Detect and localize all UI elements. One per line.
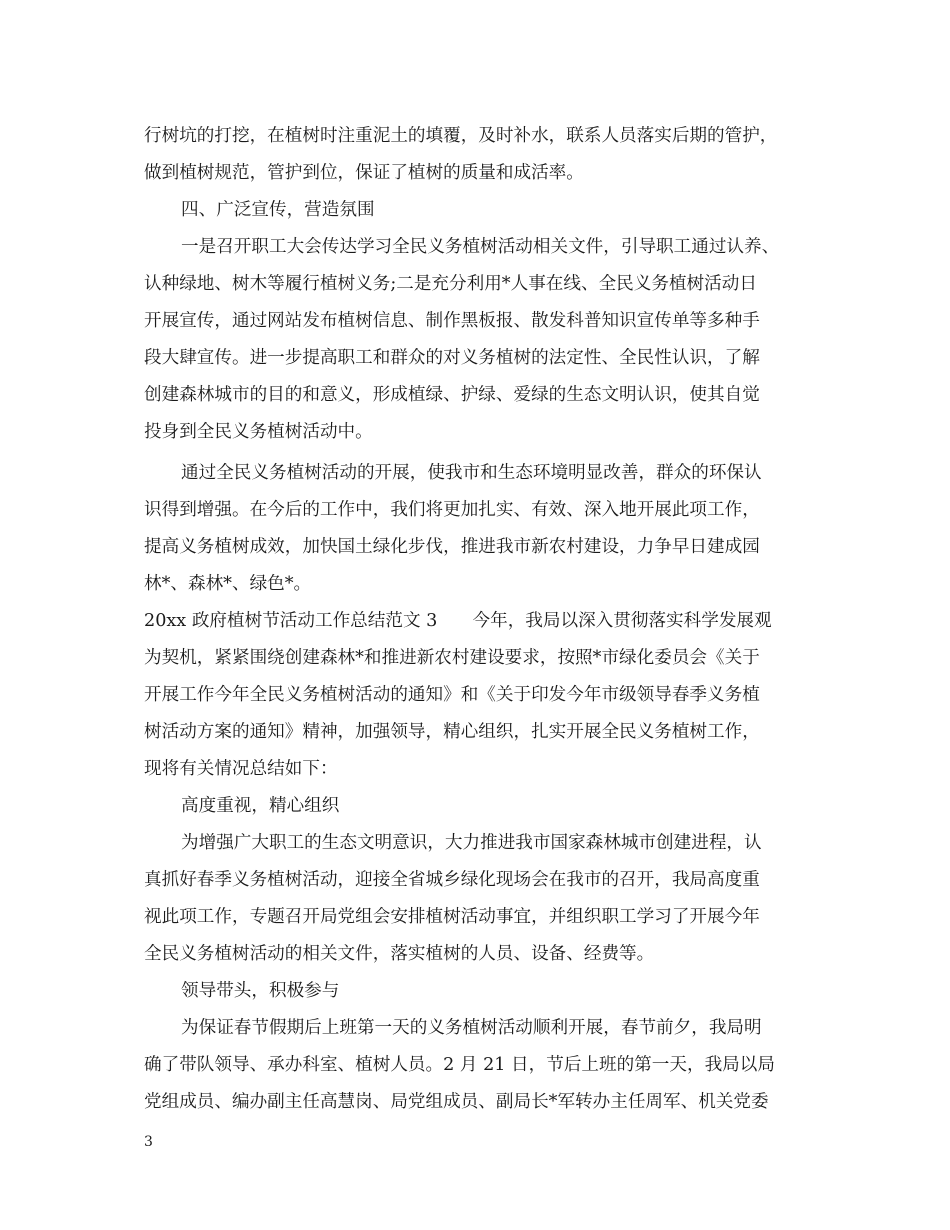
text-line: 视此项工作，专题召开局党组会安排植树活动事宜，并组织职工学习了开展今年 <box>144 907 760 927</box>
text-line: 一是召开职工大会传达学习全民义务植树活动相关文件，引导职工通过认养、 <box>181 237 780 257</box>
text-line: 真抓好春季义务植树活动，迎接全省城乡绿化现场会在我市的召开，我局高度重 <box>144 870 760 890</box>
text-line: 树活动方案的通知》精神，加强领导，精心组织，扎实开展全民义务植树工作， <box>144 722 760 742</box>
document-body <box>144 118 814 1121</box>
text-line: 提高义务植树成效，加快国土绿化步伐，推进我市新农村建设，力争早日建成园 <box>144 537 760 557</box>
article-title-line: 20xx 政府植树节活动工作总结范文 3 今年，我局以深入贯彻落实科学发展观 <box>144 611 772 631</box>
text-line: 认种绿地、树木等履行植树义务;二是充分利用*人事在线、全民义务植树活动日 <box>144 274 757 294</box>
text-line: 段大肆宣传。进一步提高职工和群众的对义务植树的法定性、全民性认识，了解 <box>144 348 760 368</box>
text-line: 行树坑的打挖，在植树时注重泥土的填覆，及时补水，联系人员落实后期的管护， <box>144 126 778 146</box>
text-line: 为增强广大职工的生态文明意识，大力推进我市国家森林城市创建进程，认 <box>181 833 762 853</box>
text-line: 林*、森林*、绿色*。 <box>144 574 312 594</box>
text-line: 开展工作今年全民义务植树活动的通知》和《关于印发今年市级领导春季义务植 <box>144 685 760 705</box>
page-number: 3 <box>144 1134 153 1150</box>
text-line: 为契机，紧紧围绕创建森林*和推进新农村建设要求，按照*市绿化委员会《关于 <box>144 648 760 668</box>
text-line: 创建森林城市的目的和意义，形成植绿、护绿、爱绿的生态文明认识，使其自觉 <box>144 385 760 405</box>
text-line: 党组成员、编办副主任高慧岗、局党组成员、副局长*军转办主任周军、机关党委 <box>144 1092 769 1112</box>
text-line: 确了带队领导、承办科室、植树人员。2 月 21 日，节后上班的第一天，我局以局 <box>144 1055 775 1075</box>
text-line: 通过全民义务植树活动的开展，使我市和生态环境明显改善，群众的环保认 <box>181 463 762 483</box>
text-line: 为保证春节假期后上班第一天的义务植树活动顺利开展，春节前夕，我局明 <box>181 1018 762 1038</box>
section-heading: 高度重视，精心组织 <box>181 796 340 816</box>
text-line: 开展宣传，通过网站发布植树信息、制作黑板报、散发科普知识宣传单等多种手 <box>144 311 760 331</box>
text-line: 投身到全民义务植树活动中。 <box>144 422 373 442</box>
text-line: 全民义务植树活动的相关文件，落实植树的人员、设备、经费等。 <box>144 944 655 964</box>
section-heading: 四、广泛宣传，营造氛围 <box>181 200 375 220</box>
text-line: 做到植树规范，管护到位，保证了植树的质量和成活率。 <box>144 163 584 183</box>
text-line: 现将有关情况总结如下： <box>144 759 338 779</box>
section-heading: 领导带头，积极参与 <box>181 981 340 1001</box>
text-line: 识得到增强。在今后的工作中，我们将更加扎实、有效、深入地开展此项工作， <box>144 500 760 520</box>
